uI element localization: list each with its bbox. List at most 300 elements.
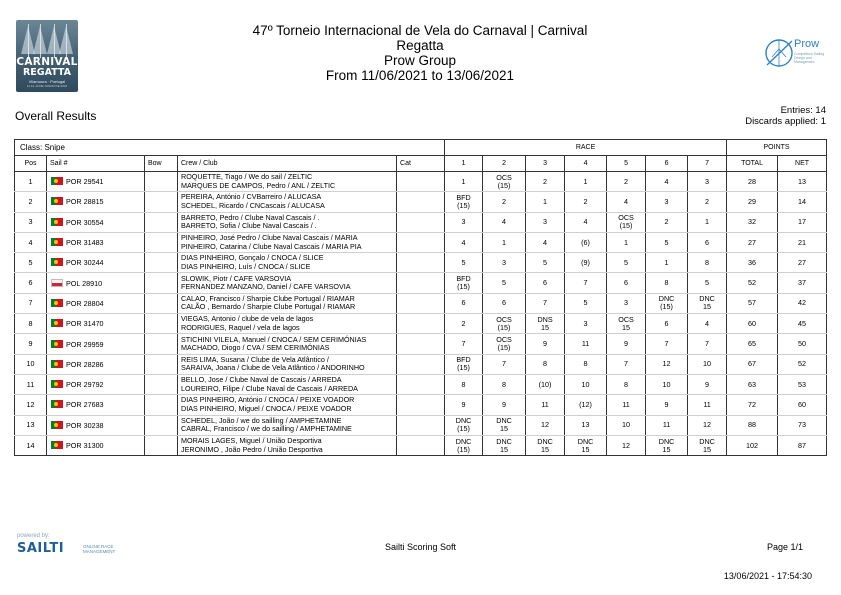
results-body xyxy=(15,172,827,456)
sail-number: POR 31483 xyxy=(66,238,104,248)
col-race-3: 3 xyxy=(526,156,565,172)
col-race-5: 5 xyxy=(607,156,646,172)
flag-por-icon xyxy=(51,197,63,205)
bow-cell xyxy=(145,293,178,313)
table-row xyxy=(15,273,827,293)
race-6-score: 6 xyxy=(646,314,688,334)
pos-cell: 10 xyxy=(15,354,47,374)
race-4-score: 4 xyxy=(565,212,607,232)
race-5-score: 4 xyxy=(607,192,646,212)
race-4-score: 7 xyxy=(565,273,607,293)
race-6-score: 5 xyxy=(646,232,688,252)
bow-cell xyxy=(145,354,178,374)
race-4-score: 13 xyxy=(565,415,607,435)
crew-cell xyxy=(178,374,397,394)
col-race-1: 1 xyxy=(445,156,483,172)
total-cell: 36 xyxy=(727,253,778,273)
race-1-score: 1 xyxy=(445,172,483,192)
sail-number: POR 29541 xyxy=(66,177,104,187)
race-1-score: 9 xyxy=(445,395,483,415)
table-row xyxy=(15,253,827,273)
pos-cell: 14 xyxy=(15,435,47,455)
logo-line-2: REGATTA xyxy=(22,67,71,78)
title-line-2: Regatta xyxy=(396,38,444,53)
sail-number: POR 27683 xyxy=(66,400,104,410)
crew-cell xyxy=(178,212,397,232)
table-row xyxy=(15,232,827,252)
race-4-score: 8 xyxy=(565,354,607,374)
crew-member: BARRETO, Sofia / Clube Naval Cascais / . xyxy=(181,221,317,231)
sail-number: POR 30238 xyxy=(66,420,104,430)
table-row xyxy=(15,395,827,415)
total-cell: 27 xyxy=(727,232,778,252)
table-row xyxy=(15,374,827,394)
crew-helm: ROQUETTE, Tiago / We do sail / ZELTIC xyxy=(181,172,313,182)
sail-cell xyxy=(47,415,145,435)
total-cell: 72 xyxy=(727,395,778,415)
net-cell: 17 xyxy=(778,212,827,232)
cat-cell xyxy=(397,192,445,212)
sail-number: POR 31300 xyxy=(66,441,104,450)
sail-cell xyxy=(47,293,145,313)
document-title xyxy=(180,23,660,83)
race-6-score: 2 xyxy=(646,212,688,232)
pos-cell: 1 xyxy=(15,172,47,192)
crew-member: CALÃO , Bernardo / Sharpie Clube Portugal / RIAMAR xyxy=(181,302,356,312)
crew-member: DIAS PINHEIRO, Luís / CNOCA / SLICE xyxy=(181,261,311,271)
flag-por-icon xyxy=(51,400,63,408)
race-6-score: 9 xyxy=(646,395,688,415)
race-group-header: RACE xyxy=(445,140,727,156)
race-1-score: BFD (15) xyxy=(445,192,483,212)
crew-cell xyxy=(178,253,397,273)
crew-helm: MORAIS LAGES, Miguel / União Desportiva xyxy=(181,436,322,445)
sail-cell xyxy=(47,314,145,334)
flag-por-icon xyxy=(51,380,63,388)
logo-line-1: CARNIVAL xyxy=(16,56,78,68)
logo-line-3: Vilamoura · Portugal xyxy=(28,79,66,84)
race-2-score: 4 xyxy=(483,212,526,232)
race-1-score: 3 xyxy=(445,212,483,232)
sail-number: POR 30244 xyxy=(66,258,104,268)
race-4-score: (9) xyxy=(565,253,607,273)
crew-helm: PEREIRA, António / CVBarreiro / ALUCASA xyxy=(181,192,322,202)
class-spacer xyxy=(397,140,445,156)
race-5-score: 10 xyxy=(607,415,646,435)
race-7-score: 7 xyxy=(688,334,727,354)
race-5-score: OCS 15 xyxy=(607,314,646,334)
date-range: From 11/06/2021 to 13/06/2021 xyxy=(325,68,515,83)
race-3-score: 11 xyxy=(526,395,565,415)
total-cell: 67 xyxy=(727,354,778,374)
cat-cell xyxy=(397,253,445,273)
sail-number: POR 28286 xyxy=(66,359,104,369)
race-7-score: 11 xyxy=(688,395,727,415)
race-7-score: 9 xyxy=(688,374,727,394)
cat-cell xyxy=(397,374,445,394)
table-row xyxy=(15,172,827,192)
race-1-score: DNC (15) xyxy=(445,415,483,435)
cat-cell xyxy=(397,395,445,415)
sail-cell xyxy=(47,232,145,252)
race-2-score: 5 xyxy=(483,273,526,293)
race-7-score: 1 xyxy=(688,212,727,232)
race-6-score: 12 xyxy=(646,354,688,374)
race-3-score: 5 xyxy=(526,253,565,273)
flag-por-icon xyxy=(51,177,63,185)
race-1-score: 6 xyxy=(445,293,483,313)
flag-por-icon xyxy=(51,441,63,449)
flag-por-icon xyxy=(51,340,63,348)
flag-por-icon xyxy=(51,238,63,246)
prow-name: Prow xyxy=(794,38,820,50)
race-5-score: 12 xyxy=(607,435,646,455)
race-1-score: 7 xyxy=(445,334,483,354)
race-4-score: 11 xyxy=(565,334,607,354)
crew-cell xyxy=(178,395,397,415)
race-3-score: DNS 15 xyxy=(526,314,565,334)
net-cell: 73 xyxy=(778,415,827,435)
net-cell: 50 xyxy=(778,334,827,354)
software-name: Sailti Scoring Soft xyxy=(384,542,457,552)
sail-number: POR 28815 xyxy=(66,197,104,207)
bow-cell xyxy=(145,334,178,354)
crew-cell xyxy=(178,192,397,212)
crew-member: SCHEDEL, Ricardo / CNCascais / ALUCASA xyxy=(181,200,325,210)
race-2-score: 3 xyxy=(483,253,526,273)
race-6-score: 3 xyxy=(646,192,688,212)
crew-helm: SLOWIK, Piotr / CAFE VARSOVIA xyxy=(181,273,292,283)
race-4-score: 5 xyxy=(565,293,607,313)
pos-cell: 11 xyxy=(15,374,47,394)
race-2-score: DNC 15 xyxy=(483,435,526,455)
total-cell: 102 xyxy=(727,435,778,455)
race-5-score: 1 xyxy=(607,232,646,252)
race-7-score: 8 xyxy=(688,253,727,273)
crew-cell xyxy=(178,435,397,455)
total-cell: 32 xyxy=(727,212,778,232)
net-cell: 45 xyxy=(778,314,827,334)
race-7-score: 5 xyxy=(688,273,727,293)
total-cell: 65 xyxy=(727,334,778,354)
net-cell: 13 xyxy=(778,172,827,192)
bow-cell xyxy=(145,314,178,334)
sailti-logo: SAILTI xyxy=(17,541,65,556)
flag-por-icon xyxy=(51,299,63,307)
sailti-tagline-2: MANAGEMENT xyxy=(83,549,116,554)
race-7-score: 2 xyxy=(688,192,727,212)
flag-pol-icon xyxy=(51,279,63,287)
bow-cell xyxy=(145,273,178,293)
crew-cell xyxy=(178,293,397,313)
flag-por-icon xyxy=(51,360,63,368)
table-row xyxy=(15,435,827,455)
page-number: Page 1/1 xyxy=(766,542,803,552)
race-6-score: 1 xyxy=(646,253,688,273)
results-table xyxy=(14,139,827,456)
discards-applied: Discards applied: 1 xyxy=(745,116,826,127)
table-row xyxy=(15,334,827,354)
crew-helm: PINHEIRO, José Pedro / Clube Naval Cascais / MARIA xyxy=(181,233,358,243)
race-5-score: 5 xyxy=(607,253,646,273)
net-cell: 87 xyxy=(778,435,827,455)
race-3-score: 3 xyxy=(526,212,565,232)
race-1-score: BFD (15) xyxy=(445,273,483,293)
table-row xyxy=(15,415,827,435)
col-total: TOTAL xyxy=(727,156,778,172)
race-2-score: 6 xyxy=(483,293,526,313)
net-cell: 52 xyxy=(778,354,827,374)
sail-cell xyxy=(47,334,145,354)
col-race-2: 2 xyxy=(483,156,526,172)
race-1-score: BFD (15) xyxy=(445,354,483,374)
sail-cell xyxy=(47,253,145,273)
flag-por-icon xyxy=(51,421,63,429)
table-row xyxy=(15,354,827,374)
total-cell: 57 xyxy=(727,293,778,313)
cat-cell xyxy=(397,354,445,374)
cat-cell xyxy=(397,435,445,455)
race-6-score: 11 xyxy=(646,415,688,435)
col-crew: Crew / Club xyxy=(178,156,397,172)
total-cell: 60 xyxy=(727,314,778,334)
sail-number: POR 31470 xyxy=(66,319,104,329)
race-7-score: 6 xyxy=(688,232,727,252)
race-3-score: 2 xyxy=(526,172,565,192)
crew-member: LOUREIRO, Filipe / Clube Naval de Cascais / ARREDA xyxy=(181,383,358,393)
crew-member: JERONIMO , João Pedro / União Desportiva xyxy=(181,444,323,454)
race-2-score: OCS (15) xyxy=(483,172,526,192)
crew-member: MACHADO, Diogo / CVA / SEM CERIMÓNIAS xyxy=(181,343,330,353)
bow-cell xyxy=(145,435,178,455)
race-4-score: 10 xyxy=(565,374,607,394)
sail-cell xyxy=(47,273,145,293)
race-7-score: DNC 15 xyxy=(688,293,727,313)
race-6-score: 10 xyxy=(646,374,688,394)
results-heading: Overall Results xyxy=(15,109,97,123)
crew-helm: CALAO, Francisco / Sharpie Clube Portugal / RIAMAR xyxy=(181,293,355,303)
race-1-score: DNC (15) xyxy=(445,435,483,455)
crew-member: MARQUES DE CAMPOS, Pedro / ANL / ZELTIC xyxy=(181,180,336,190)
crew-helm: VIEGAS, Antonio / clube de vela de lagos xyxy=(181,314,314,324)
net-cell: 53 xyxy=(778,374,827,394)
race-2-score: OCS (15) xyxy=(483,334,526,354)
sail-cell xyxy=(47,192,145,212)
crew-member: FERNANDEZ MANZANO, Daniel / CAFE VARSOVIA xyxy=(181,282,351,292)
crew-cell xyxy=(178,172,397,192)
sail-number: POR 30554 xyxy=(66,217,104,227)
bow-cell xyxy=(145,374,178,394)
race-3-score: 4 xyxy=(526,232,565,252)
powered-by-label: powered by: xyxy=(17,533,50,539)
net-cell: 60 xyxy=(778,395,827,415)
net-cell: 27 xyxy=(778,253,827,273)
crew-member: SARAIVA, Joana / Clube de Vela Atlântico / ANDORINHO xyxy=(181,363,365,373)
race-2-score: 8 xyxy=(483,374,526,394)
crew-helm: STICHINI VILELA, Manuel / CNOCA / SEM CERIMÓNIAS xyxy=(181,334,367,344)
cat-cell xyxy=(397,273,445,293)
sail-cell xyxy=(47,374,145,394)
crew-member: CABRAL, Francisco / we do sailling / AMPHETAMINE xyxy=(181,424,352,434)
pos-cell: 5 xyxy=(15,253,47,273)
crew-helm: DIAS PINHEIRO, António / CNOCA / PEIXE VOADOR xyxy=(181,395,355,405)
pos-cell: 7 xyxy=(15,293,47,313)
crew-cell xyxy=(178,415,397,435)
crew-cell xyxy=(178,314,397,334)
pos-cell: 6 xyxy=(15,273,47,293)
race-1-score: 4 xyxy=(445,232,483,252)
logo-line-4: 11·12·13 DE JUNHO DE 2021 xyxy=(26,84,68,88)
table-row xyxy=(15,192,827,212)
table-row xyxy=(15,293,827,313)
class-label: Class: Snipe xyxy=(15,140,397,156)
bow-cell xyxy=(145,395,178,415)
race-6-score: 4 xyxy=(646,172,688,192)
total-cell: 29 xyxy=(727,192,778,212)
col-cat: Cat xyxy=(397,156,445,172)
race-5-score: 2 xyxy=(607,172,646,192)
race-6-score: 8 xyxy=(646,273,688,293)
cat-cell xyxy=(397,415,445,435)
race-3-score: (10) xyxy=(526,374,565,394)
race-3-score: 12 xyxy=(526,415,565,435)
race-3-score: 8 xyxy=(526,354,565,374)
pos-cell: 2 xyxy=(15,192,47,212)
race-2-score: OCS (15) xyxy=(483,314,526,334)
race-6-score: DNC (15) xyxy=(646,293,688,313)
race-6-score: DNC 15 xyxy=(646,435,688,455)
bow-cell xyxy=(145,192,178,212)
race-5-score: OCS (15) xyxy=(607,212,646,232)
race-7-score: 3 xyxy=(688,172,727,192)
col-pos: Pos xyxy=(15,156,47,172)
crew-cell xyxy=(178,273,397,293)
prow-tagline: Competition Sailing Design and Management xyxy=(794,52,825,64)
race-6-score: 7 xyxy=(646,334,688,354)
flag-por-icon xyxy=(51,218,63,226)
sail-cell xyxy=(47,172,145,192)
race-5-score: 8 xyxy=(607,374,646,394)
total-cell: 52 xyxy=(727,273,778,293)
cat-cell xyxy=(397,334,445,354)
crew-cell xyxy=(178,334,397,354)
race-7-score: DNC 15 xyxy=(688,435,727,455)
crew-helm: DIAS PINHEIRO, Gonçalo / CNOCA / SLICE xyxy=(181,253,324,263)
race-3-score: DNC 15 xyxy=(526,435,565,455)
crew-cell xyxy=(178,354,397,374)
flag-por-icon xyxy=(51,258,63,266)
pos-cell: 12 xyxy=(15,395,47,415)
race-2-score: DNC 15 xyxy=(483,415,526,435)
race-3-score: 7 xyxy=(526,293,565,313)
cat-cell xyxy=(397,314,445,334)
race-1-score: 5 xyxy=(445,253,483,273)
race-4-score: (12) xyxy=(565,395,607,415)
race-7-score: 12 xyxy=(688,415,727,435)
cat-cell xyxy=(397,293,445,313)
sail-cell xyxy=(47,354,145,374)
sail-cell xyxy=(47,435,145,455)
race-7-score: 10 xyxy=(688,354,727,374)
sail-cell xyxy=(47,212,145,232)
sail-cell xyxy=(47,395,145,415)
bow-cell xyxy=(145,212,178,232)
race-5-score: 6 xyxy=(607,273,646,293)
crew-member: RODRIGUES, Raquel / vela de lagos xyxy=(181,322,300,332)
bow-cell xyxy=(145,232,178,252)
total-cell: 63 xyxy=(727,374,778,394)
race-2-score: 2 xyxy=(483,192,526,212)
race-5-score: 11 xyxy=(607,395,646,415)
cat-cell xyxy=(397,212,445,232)
col-race-4: 4 xyxy=(565,156,607,172)
race-7-score: 4 xyxy=(688,314,727,334)
bow-cell xyxy=(145,253,178,273)
sail-number: POL 28910 xyxy=(66,278,103,288)
total-cell: 28 xyxy=(727,172,778,192)
col-bow: Bow xyxy=(145,156,178,172)
sailti-tagline-1: ONLINE RACE xyxy=(83,544,114,549)
crew-helm: REIS LIMA, Susana / Clube de Vela Atlântico / xyxy=(181,354,329,364)
race-1-score: 2 xyxy=(445,314,483,334)
net-cell: 42 xyxy=(778,293,827,313)
pos-cell: 13 xyxy=(15,415,47,435)
pos-cell: 3 xyxy=(15,212,47,232)
race-4-score: 1 xyxy=(565,172,607,192)
event-logo xyxy=(16,20,78,92)
pos-cell: 9 xyxy=(15,334,47,354)
crew-helm: BELLO, Jose / Clube Naval de Cascais / ARREDA xyxy=(181,375,342,385)
race-4-score: (6) xyxy=(565,232,607,252)
race-3-score: 1 xyxy=(526,192,565,212)
race-2-score: 1 xyxy=(483,232,526,252)
flag-por-icon xyxy=(51,319,63,327)
net-cell: 37 xyxy=(778,273,827,293)
col-race-6: 6 xyxy=(646,156,688,172)
bow-cell xyxy=(145,172,178,192)
net-cell: 21 xyxy=(778,232,827,252)
sail-number: POR 29792 xyxy=(66,380,104,390)
race-2-score: 9 xyxy=(483,395,526,415)
bow-cell xyxy=(145,415,178,435)
entries-summary xyxy=(745,105,826,127)
points-group-header: POINTS xyxy=(727,140,827,156)
race-4-score: DNC 15 xyxy=(565,435,607,455)
race-3-score: 6 xyxy=(526,273,565,293)
race-3-score: 9 xyxy=(526,334,565,354)
crew-member: DIAS PINHEIRO, Miguel / CNOCA / PEIXE VOADOR xyxy=(181,403,352,413)
race-4-score: 3 xyxy=(565,314,607,334)
race-5-score: 9 xyxy=(607,334,646,354)
title-line-1: 47º Torneio Internacional de Vela do Carnaval | Carnival xyxy=(252,23,588,38)
crew-member: PINHEIRO, Catarina / Clube Naval Cascais / MARIA PIA xyxy=(181,241,362,251)
net-cell: 14 xyxy=(778,192,827,212)
col-net: NET xyxy=(778,156,827,172)
race-2-score: 7 xyxy=(483,354,526,374)
race-5-score: 3 xyxy=(607,293,646,313)
pos-cell: 8 xyxy=(15,314,47,334)
pos-cell: 4 xyxy=(15,232,47,252)
sail-number: POR 28804 xyxy=(66,298,104,308)
crew-cell xyxy=(178,232,397,252)
generated-timestamp: 13/06/2021 - 17:54:30 xyxy=(723,571,812,581)
table-row xyxy=(15,314,827,334)
total-cell: 88 xyxy=(727,415,778,435)
race-4-score: 2 xyxy=(565,192,607,212)
crew-helm: SCHEDEL, João / we do sailling / AMPHETAMINE xyxy=(181,415,342,425)
crew-helm: BARRETO, Pedro / Clube Naval Cascais / . xyxy=(181,212,320,222)
race-5-score: 7 xyxy=(607,354,646,374)
